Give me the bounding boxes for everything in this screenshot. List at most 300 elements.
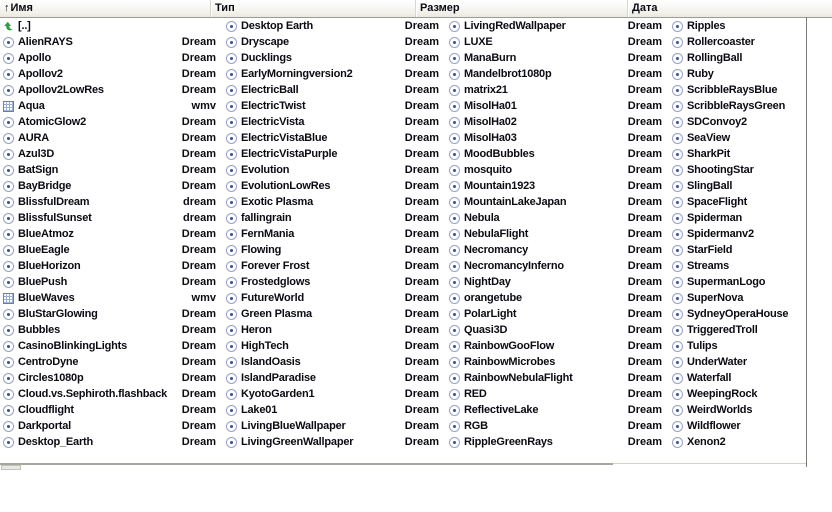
file-row[interactable]	[1, 306, 224, 322]
file-name: LivingBlueWallpaper	[241, 420, 346, 432]
file-type: Dream	[627, 132, 662, 144]
column-header-date-label: Дата	[632, 2, 658, 14]
dream-file-icon	[226, 293, 237, 304]
file-row[interactable]	[447, 434, 670, 450]
dream-file-icon	[3, 341, 14, 352]
file-name: AURA	[18, 132, 49, 144]
file-type: wmv	[191, 292, 216, 304]
file-name: Ripples	[687, 20, 726, 32]
file-row[interactable]	[447, 370, 670, 386]
dream-file-icon	[3, 85, 14, 96]
file-name: ReflectiveLake	[464, 404, 539, 416]
file-name: Apollov2LowRes	[18, 84, 104, 96]
file-column	[1, 18, 224, 450]
dream-file-icon	[449, 293, 460, 304]
column-header-date[interactable]	[628, 0, 832, 17]
file-row[interactable]	[224, 162, 447, 178]
file-type: Dream	[627, 388, 662, 400]
file-row[interactable]	[1, 370, 224, 386]
file-row[interactable]	[1, 210, 224, 226]
file-row[interactable]	[447, 226, 670, 242]
file-type: Dream	[627, 36, 662, 48]
file-name: WeepingRock	[687, 388, 758, 400]
file-name: ScribbleRaysGreen	[687, 100, 786, 112]
file-name: Exotic Plasma	[241, 196, 313, 208]
file-type: Dream	[627, 244, 662, 256]
file-name: BluStarGlowing	[18, 308, 98, 320]
file-type: Dream	[404, 196, 439, 208]
file-row[interactable]	[447, 338, 670, 354]
file-row[interactable]	[224, 290, 447, 306]
file-name: RainbowGooFlow	[464, 340, 555, 352]
dream-file-icon	[672, 69, 683, 80]
dream-file-icon	[226, 245, 237, 256]
file-type: Dream	[404, 228, 439, 240]
file-row[interactable]	[224, 354, 447, 370]
dream-file-icon	[672, 149, 683, 160]
file-name: fallingrain	[241, 212, 292, 224]
file-name: Cloud.vs.Sephiroth.flashback	[18, 388, 168, 400]
dream-file-icon	[449, 405, 460, 416]
file-row[interactable]	[1, 274, 224, 290]
file-name: AtomicGlow2	[18, 116, 87, 128]
dream-file-icon	[449, 69, 460, 80]
dream-file-icon	[672, 421, 683, 432]
dream-file-icon	[3, 117, 14, 128]
file-type: Dream	[404, 20, 439, 32]
file-row[interactable]	[447, 178, 670, 194]
file-row[interactable]	[1, 98, 224, 114]
file-row[interactable]	[447, 274, 670, 290]
file-name: LivingGreenWallpaper	[241, 436, 354, 448]
file-row[interactable]	[224, 242, 447, 258]
file-name: Mountain1923	[464, 180, 535, 192]
file-row[interactable]	[1, 34, 224, 50]
file-row[interactable]	[1, 290, 224, 306]
file-row[interactable]	[1, 322, 224, 338]
file-name: Wildflower	[687, 420, 741, 432]
dream-file-icon	[226, 309, 237, 320]
file-type: Dream	[404, 404, 439, 416]
column-header-type-label: Тип	[215, 2, 235, 14]
dream-file-icon	[672, 37, 683, 48]
dream-file-icon	[449, 245, 460, 256]
dream-file-icon	[449, 229, 460, 240]
file-type: Dream	[627, 404, 662, 416]
file-name: FernMania	[241, 228, 295, 240]
dream-file-icon	[3, 149, 14, 160]
file-type: Dream	[181, 308, 216, 320]
file-type: Dream	[404, 84, 439, 96]
file-row[interactable]	[1, 50, 224, 66]
dream-file-icon	[226, 213, 237, 224]
file-name: Necromancy	[464, 244, 529, 256]
dream-file-icon	[449, 341, 460, 352]
file-row[interactable]	[447, 290, 670, 306]
file-name: Tulips	[687, 340, 718, 352]
dream-file-icon	[449, 277, 460, 288]
file-name: Bubbles	[18, 324, 60, 336]
file-row[interactable]	[447, 386, 670, 402]
dream-file-icon	[672, 389, 683, 400]
file-row[interactable]	[224, 434, 447, 450]
file-name: matrix21	[464, 84, 508, 96]
file-name: AlienRAYS	[18, 36, 73, 48]
file-name: SeaView	[687, 132, 731, 144]
dream-file-icon	[672, 181, 683, 192]
file-type: Dream	[404, 52, 439, 64]
file-row[interactable]	[224, 130, 447, 146]
file-name: Frostedglows	[241, 276, 311, 288]
file-row[interactable]	[1, 354, 224, 370]
file-name: PolarLight	[464, 308, 517, 320]
column-header-name[interactable]	[0, 0, 211, 17]
file-name: ElectricVista	[241, 116, 305, 128]
file-row[interactable]	[447, 210, 670, 226]
file-row[interactable]	[447, 354, 670, 370]
file-name: Ducklings	[241, 52, 292, 64]
file-row[interactable]	[224, 386, 447, 402]
dream-file-icon	[672, 197, 683, 208]
dream-file-icon	[226, 165, 237, 176]
file-type: Dream	[404, 244, 439, 256]
file-row[interactable]	[1, 386, 224, 402]
file-row[interactable]	[224, 34, 447, 50]
dream-file-icon	[672, 21, 683, 32]
dream-file-icon	[226, 357, 237, 368]
file-name: CasinoBlinkingLights	[18, 340, 128, 352]
file-type: Dream	[181, 436, 216, 448]
file-type: Dream	[627, 228, 662, 240]
file-name: HighTech	[241, 340, 289, 352]
file-type: Dream	[181, 372, 216, 384]
dream-file-icon	[449, 21, 460, 32]
file-name: RGB	[464, 420, 488, 432]
file-name: Streams	[687, 260, 730, 272]
file-name: BluePush	[18, 276, 68, 288]
dream-file-icon	[449, 357, 460, 368]
file-row[interactable]	[447, 50, 670, 66]
file-row[interactable]	[224, 418, 447, 434]
file-name: MisolHa03	[464, 132, 517, 144]
file-row[interactable]	[447, 306, 670, 322]
file-name: Apollo	[18, 52, 52, 64]
file-row[interactable]	[224, 114, 447, 130]
file-row[interactable]	[1, 242, 224, 258]
file-name: Green Plasma	[241, 308, 312, 320]
file-row[interactable]	[447, 258, 670, 274]
column-header-name-label: Имя	[10, 2, 33, 14]
file-row[interactable]	[224, 402, 447, 418]
file-type: Dream	[627, 52, 662, 64]
file-row[interactable]	[1, 114, 224, 130]
file-row[interactable]	[224, 50, 447, 66]
file-type: Dream	[627, 116, 662, 128]
file-row[interactable]	[1, 226, 224, 242]
dream-file-icon	[3, 357, 14, 368]
file-row[interactable]	[447, 114, 670, 130]
dream-file-icon	[449, 261, 460, 272]
dream-file-icon	[449, 85, 460, 96]
column-header-size[interactable]	[416, 0, 628, 17]
file-column	[447, 18, 670, 450]
file-type: Dream	[627, 356, 662, 368]
file-name: Quasi3D	[464, 324, 508, 336]
file-name: Mandelbrot1080p	[464, 68, 552, 80]
file-name: BlueAtmoz	[18, 228, 74, 240]
file-row[interactable]	[1, 418, 224, 434]
file-type: Dream	[627, 20, 662, 32]
file-type: Dream	[404, 340, 439, 352]
dream-file-icon	[449, 133, 460, 144]
file-name: ManaBurn	[464, 52, 517, 64]
file-row[interactable]	[447, 194, 670, 210]
file-type: Dream	[627, 196, 662, 208]
file-name: NecromancyInferno	[464, 260, 564, 272]
dream-file-icon	[449, 53, 460, 64]
file-type: Dream	[404, 212, 439, 224]
file-row[interactable]	[224, 274, 447, 290]
dream-file-icon	[449, 181, 460, 192]
file-row[interactable]	[1, 66, 224, 82]
dream-file-icon	[3, 277, 14, 288]
file-type: Dream	[404, 324, 439, 336]
file-row[interactable]	[447, 162, 670, 178]
file-name: Heron	[241, 324, 272, 336]
file-name: SpaceFlight	[687, 196, 748, 208]
file-row[interactable]	[447, 418, 670, 434]
file-row[interactable]	[1, 194, 224, 210]
file-type: Dream	[404, 436, 439, 448]
dream-file-icon	[3, 245, 14, 256]
dream-file-icon	[672, 117, 683, 128]
dream-file-icon	[226, 117, 237, 128]
file-row[interactable]	[1, 146, 224, 162]
dream-file-icon	[3, 229, 14, 240]
dream-file-icon	[672, 437, 683, 448]
file-row[interactable]	[1, 258, 224, 274]
file-type: Dream	[181, 244, 216, 256]
dream-file-icon	[226, 181, 237, 192]
file-row[interactable]	[224, 370, 447, 386]
file-row[interactable]	[447, 18, 670, 34]
file-type: Dream	[627, 84, 662, 96]
dream-file-icon	[449, 437, 460, 448]
file-type: Dream	[627, 436, 662, 448]
dream-file-icon	[672, 309, 683, 320]
dream-file-icon	[672, 261, 683, 272]
file-name: BatSign	[18, 164, 59, 176]
file-name: orangetube	[464, 292, 522, 304]
dream-file-icon	[3, 197, 14, 208]
dream-file-icon	[449, 101, 460, 112]
horizontal-scrollbar-thumb[interactable]	[0, 463, 613, 465]
dream-file-icon	[672, 277, 683, 288]
file-name: Cloudflight	[18, 404, 74, 416]
file-row[interactable]	[224, 194, 447, 210]
dream-file-icon	[449, 309, 460, 320]
file-row[interactable]	[1, 162, 224, 178]
file-column	[224, 18, 447, 450]
file-row[interactable]	[224, 66, 447, 82]
dream-file-icon	[449, 325, 460, 336]
dream-file-icon	[3, 69, 14, 80]
dream-file-icon	[226, 101, 237, 112]
file-name: Circles1080p	[18, 372, 84, 384]
file-name: RippleGreenRays	[464, 436, 553, 448]
dream-file-icon	[672, 293, 683, 304]
file-name: RainbowNebulaFlight	[464, 372, 573, 384]
file-type: Dream	[627, 372, 662, 384]
horizontal-scrollbar-button[interactable]	[1, 465, 21, 470]
dream-file-icon	[226, 85, 237, 96]
file-row[interactable]	[447, 402, 670, 418]
file-list	[0, 18, 806, 463]
file-type: Dream	[181, 52, 216, 64]
list-right-border	[806, 17, 807, 467]
dream-file-icon	[449, 149, 460, 160]
file-type: Dream	[181, 132, 216, 144]
dream-file-icon	[672, 101, 683, 112]
column-header-size-label: Размер	[420, 2, 460, 14]
file-name: RED	[464, 388, 487, 400]
file-name: RollingBall	[687, 52, 743, 64]
file-name: Desktop Earth	[241, 20, 313, 32]
file-row[interactable]	[447, 130, 670, 146]
file-row[interactable]	[447, 242, 670, 258]
file-name: WeirdWorlds	[687, 404, 753, 416]
dream-file-icon	[3, 373, 14, 384]
dream-file-icon	[226, 261, 237, 272]
file-type: Dream	[181, 116, 216, 128]
dream-file-icon	[226, 437, 237, 448]
file-row[interactable]	[224, 258, 447, 274]
file-name: BayBridge	[18, 180, 72, 192]
dream-file-icon	[3, 213, 14, 224]
file-type: Dream	[404, 372, 439, 384]
file-row[interactable]	[1, 130, 224, 146]
file-name: Ruby	[687, 68, 714, 80]
file-row[interactable]	[224, 210, 447, 226]
file-name: Flowing	[241, 244, 282, 256]
dream-file-icon	[449, 165, 460, 176]
file-type: Dream	[627, 164, 662, 176]
file-row[interactable]	[224, 178, 447, 194]
file-type: Dream	[404, 420, 439, 432]
dream-file-icon	[3, 133, 14, 144]
file-row[interactable]	[224, 146, 447, 162]
file-type: Dream	[404, 292, 439, 304]
file-row[interactable]	[224, 98, 447, 114]
dream-file-icon	[449, 37, 460, 48]
file-row[interactable]	[224, 338, 447, 354]
dream-file-icon	[449, 389, 460, 400]
file-type: Dream	[627, 260, 662, 272]
file-name: Lake01	[241, 404, 278, 416]
file-name: MountainLakeJapan	[464, 196, 567, 208]
file-row[interactable]	[1, 434, 224, 450]
dream-file-icon	[226, 389, 237, 400]
file-name: SuperNova	[687, 292, 744, 304]
file-row[interactable]	[224, 82, 447, 98]
file-row[interactable]	[1, 178, 224, 194]
file-row[interactable]	[224, 322, 447, 338]
file-row[interactable]	[1, 402, 224, 418]
file-type: Dream	[181, 68, 216, 80]
file-name: Xenon2	[687, 436, 726, 448]
file-row[interactable]	[1, 82, 224, 98]
file-name: Darkportal	[18, 420, 72, 432]
file-type: Dream	[181, 180, 216, 192]
dream-file-icon	[449, 117, 460, 128]
file-type: Dream	[404, 68, 439, 80]
dream-file-icon	[226, 53, 237, 64]
file-type: Dream	[181, 356, 216, 368]
file-name: ElectricVistaBlue	[241, 132, 328, 144]
file-type: Dream	[627, 212, 662, 224]
file-name: Waterfall	[687, 372, 732, 384]
dream-file-icon	[3, 181, 14, 192]
file-name: MoodBubbles	[464, 148, 535, 160]
dream-file-icon	[3, 325, 14, 336]
file-row[interactable]	[447, 34, 670, 50]
dream-file-icon	[449, 421, 460, 432]
parent-directory-row[interactable]	[1, 18, 224, 34]
file-name: ShootingStar	[687, 164, 754, 176]
file-row[interactable]	[447, 322, 670, 338]
file-row[interactable]	[224, 226, 447, 242]
file-type: Dream	[181, 84, 216, 96]
column-header-type[interactable]	[211, 0, 416, 17]
file-row[interactable]	[447, 66, 670, 82]
file-name: Apollov2	[18, 68, 63, 80]
file-type: Dream	[181, 164, 216, 176]
file-type: Dream	[404, 132, 439, 144]
file-name: BlissfulSunset	[18, 212, 92, 224]
file-row[interactable]	[447, 82, 670, 98]
file-name: SDConvoy2	[687, 116, 747, 128]
file-row[interactable]	[224, 18, 447, 34]
file-name: Desktop_Earth	[18, 436, 94, 448]
file-row[interactable]	[224, 306, 447, 322]
file-name: SupermanLogo	[687, 276, 766, 288]
file-name: FutureWorld	[241, 292, 304, 304]
file-type: Dream	[627, 180, 662, 192]
column-header-bar	[0, 0, 832, 18]
file-type: Dream	[627, 276, 662, 288]
file-type: Dream	[181, 404, 216, 416]
dream-file-icon	[226, 277, 237, 288]
dream-file-icon	[226, 421, 237, 432]
file-row[interactable]	[447, 98, 670, 114]
file-name: RainbowMicrobes	[464, 356, 556, 368]
video-file-icon	[3, 293, 14, 304]
file-name: IslandOasis	[241, 356, 301, 368]
file-type: Dream	[627, 100, 662, 112]
file-row[interactable]	[447, 146, 670, 162]
file-type: Dream	[627, 68, 662, 80]
file-name: Spidermanv2	[687, 228, 754, 240]
dream-file-icon	[226, 341, 237, 352]
dream-file-icon	[449, 373, 460, 384]
dream-file-icon	[3, 389, 14, 400]
file-name: BlissfulDream	[18, 196, 90, 208]
file-type: Dream	[404, 276, 439, 288]
dream-file-icon	[3, 261, 14, 272]
file-type: Dream	[404, 308, 439, 320]
file-type: Dream	[181, 228, 216, 240]
file-row[interactable]	[1, 338, 224, 354]
